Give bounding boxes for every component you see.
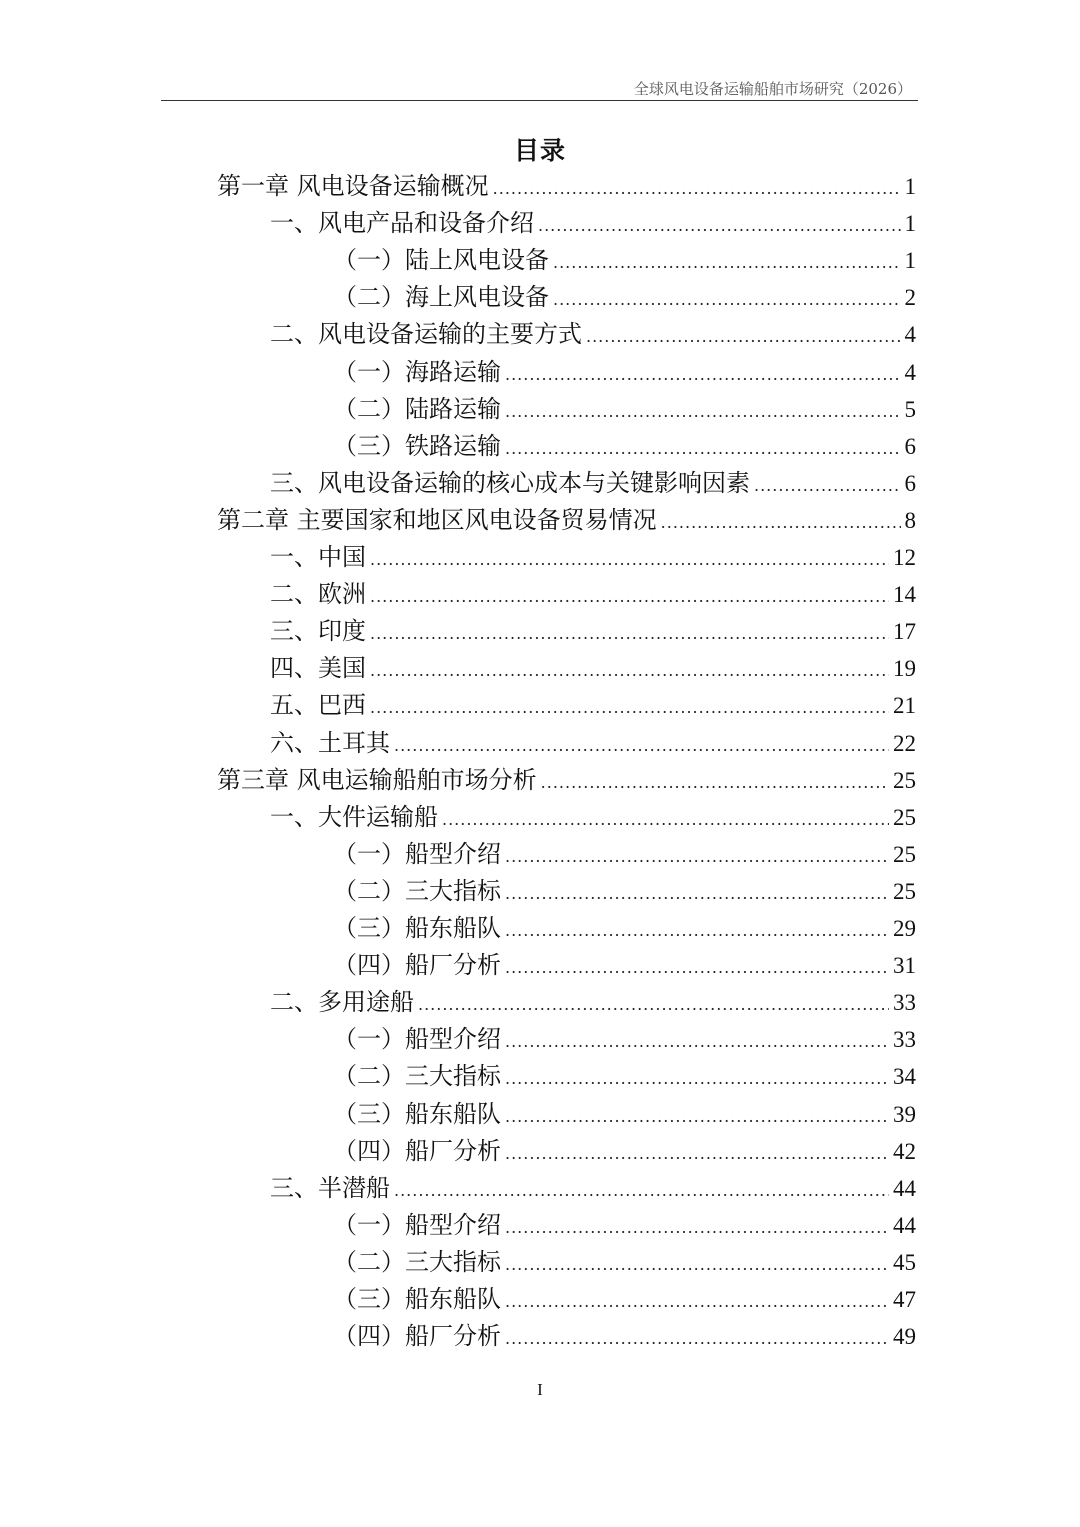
toc-entry-page: 44 xyxy=(893,1175,916,1201)
toc-leader-dots xyxy=(754,467,901,504)
toc-entry-label: 五、巴西 xyxy=(270,691,366,720)
running-header xyxy=(161,66,918,101)
toc-leader-dots xyxy=(370,689,889,726)
toc-entry[interactable] xyxy=(333,428,916,465)
toc-entry[interactable] xyxy=(333,1096,916,1133)
toc-entry-page: 33 xyxy=(893,990,916,1016)
toc-entry-page: 29 xyxy=(893,916,916,941)
toc-entry-page: 1 xyxy=(904,211,916,237)
toc-entry[interactable] xyxy=(333,1207,916,1244)
toc-entry-label: 三、风电设备运输的核心成本与关键影响因素 xyxy=(270,468,750,497)
toc-entry-page: 25 xyxy=(893,804,916,830)
toc-leader-dots xyxy=(538,207,901,244)
toc-entry[interactable] xyxy=(270,725,916,762)
toc-entry-label: 二、多用途船 xyxy=(270,988,414,1017)
toc-leader-dots xyxy=(505,912,889,949)
toc-entry[interactable] xyxy=(333,1281,916,1318)
toc-leader-dots xyxy=(394,1172,889,1209)
toc-entry-page: 1 xyxy=(904,248,916,274)
toc-entry-label: 第三章 风电运输船舶市场分析 xyxy=(217,765,537,794)
toc-entry-label: （二）陆路运输 xyxy=(333,394,501,423)
toc-entry-page: 14 xyxy=(893,582,916,608)
toc-entry[interactable] xyxy=(333,947,916,984)
toc-entry-page: 19 xyxy=(893,656,916,682)
toc-entry[interactable] xyxy=(333,836,916,873)
toc-entry-page: 25 xyxy=(893,841,916,867)
toc-leader-dots xyxy=(505,875,889,912)
toc-entry-label: 四、美国 xyxy=(270,654,366,683)
toc-entry-page: 5 xyxy=(904,396,916,422)
toc-entry-page: 42 xyxy=(893,1138,916,1164)
page-number: I xyxy=(537,1380,543,1399)
toc-entry-label: （三）铁路运输 xyxy=(333,431,501,460)
toc-entry-label: 一、大件运输船 xyxy=(270,802,438,831)
toc-entry[interactable] xyxy=(333,242,916,279)
toc-entry-label: （四）船厂分析 xyxy=(333,1136,501,1165)
toc-entry-label: 一、风电产品和设备介绍 xyxy=(270,209,534,238)
toc-leader-dots xyxy=(370,615,889,652)
toc-leader-dots xyxy=(394,727,889,764)
toc-leader-dots xyxy=(505,356,901,393)
toc-entry[interactable] xyxy=(333,1318,916,1355)
toc-leader-dots xyxy=(505,1098,889,1135)
toc-leader-dots xyxy=(505,1135,889,1172)
toc-entry-page: 45 xyxy=(893,1249,916,1275)
toc-leader-dots xyxy=(553,281,901,318)
toc-leader-dots xyxy=(505,1320,889,1357)
toc-entry-label: 三、印度 xyxy=(270,617,366,646)
toc-entry-page: 6 xyxy=(904,433,916,459)
toc-leader-dots xyxy=(370,541,889,578)
toc-entry[interactable] xyxy=(270,465,916,502)
toc-entry[interactable] xyxy=(270,316,916,353)
toc-entry-label: （一）船型介绍 xyxy=(333,1210,501,1239)
toc-entry-label: 二、风电设备运输的主要方式 xyxy=(270,320,582,349)
toc-entry-page: 33 xyxy=(893,1027,916,1053)
toc-entry-label: （二）三大指标 xyxy=(333,1062,501,1091)
toc-leader-dots xyxy=(541,764,889,801)
toc-leader-dots xyxy=(493,170,901,207)
toc-leader-dots xyxy=(505,1023,889,1060)
toc-entry[interactable] xyxy=(333,391,916,428)
toc-entry[interactable] xyxy=(270,687,916,724)
toc-entry-label: （四）船厂分析 xyxy=(333,1322,501,1351)
toc-entry-label: （二）海上风电设备 xyxy=(333,283,549,312)
toc-entry-label: （一）船型介绍 xyxy=(333,839,501,868)
toc-entry[interactable] xyxy=(270,650,916,687)
toc-entry-label: 三、半潜船 xyxy=(270,1173,390,1202)
toc-entry-page: 44 xyxy=(893,1212,916,1238)
toc-entry[interactable] xyxy=(270,799,916,836)
toc-leader-dots xyxy=(661,504,901,541)
toc-entry-label: （三）船东船队 xyxy=(333,914,501,942)
toc-leader-dots xyxy=(553,244,901,281)
toc-entry[interactable] xyxy=(333,873,916,910)
toc-entry-page: 17 xyxy=(893,619,916,645)
toc-leader-dots xyxy=(370,652,889,689)
toc-entry-label: （一）陆上风电设备 xyxy=(333,246,549,275)
toc-entry-page: 34 xyxy=(893,1064,916,1090)
toc-entry-page: 2 xyxy=(904,285,916,311)
toc-leader-dots xyxy=(505,838,889,875)
toc-entry-label: （三）船东船队 xyxy=(333,1099,501,1128)
toc-entry-page: 22 xyxy=(893,730,916,756)
toc-entry-label: 一、中国 xyxy=(270,543,366,571)
toc-entry[interactable] xyxy=(217,762,916,799)
toc-entry[interactable] xyxy=(333,1021,916,1058)
toc-entry[interactable] xyxy=(333,354,916,391)
toc-entry-label: （三）船东船队 xyxy=(333,1285,501,1313)
toc-leader-dots xyxy=(505,949,889,986)
toc-entry-page: 31 xyxy=(893,953,916,979)
toc-entry-page: 21 xyxy=(893,693,916,719)
toc-entry-label: 第二章 主要国家和地区风电设备贸易情况 xyxy=(217,505,657,534)
toc-entry-label: （二）三大指标 xyxy=(333,876,501,905)
toc-entry[interactable] xyxy=(270,613,916,650)
toc-leader-dots xyxy=(370,578,889,615)
toc-entry-page: 6 xyxy=(904,470,916,496)
toc-entry[interactable] xyxy=(333,1244,916,1281)
toc-entry-page: 4 xyxy=(904,359,916,385)
toc-entry-page: 39 xyxy=(893,1101,916,1127)
toc-entry[interactable] xyxy=(270,576,916,613)
toc-entry[interactable] xyxy=(217,168,916,205)
running-title: 全球风电设备运输船舶市场研究（2026） xyxy=(633,80,912,98)
toc-leader-dots xyxy=(505,430,901,467)
toc-leader-dots xyxy=(586,318,901,355)
toc-entry-page: 4 xyxy=(904,322,916,348)
toc-entry-page: 47 xyxy=(893,1287,916,1312)
toc-entry-label: 六、土耳其 xyxy=(270,728,390,757)
toc-entry[interactable] xyxy=(333,1133,916,1170)
toc-entry-label: （一）海路运输 xyxy=(333,357,501,386)
toc-leader-dots xyxy=(505,1060,889,1097)
toc-leader-dots xyxy=(505,393,901,430)
toc-entry[interactable] xyxy=(270,539,916,576)
toc-title: 目录 xyxy=(513,136,566,165)
toc-entry-label: （一）船型介绍 xyxy=(333,1025,501,1054)
toc-entry-page: 1 xyxy=(904,174,916,199)
toc-entry-page: 25 xyxy=(893,878,916,904)
toc-leader-dots xyxy=(418,986,889,1023)
toc-leader-dots xyxy=(442,801,889,838)
toc-entry-page: 49 xyxy=(893,1324,916,1350)
toc-entry-label: （二）三大指标 xyxy=(333,1247,501,1276)
toc-entry[interactable] xyxy=(333,1058,916,1095)
toc-entry[interactable] xyxy=(270,984,916,1021)
toc-entry[interactable] xyxy=(333,279,916,316)
toc-leader-dots xyxy=(505,1283,889,1320)
toc-leader-dots xyxy=(505,1246,889,1283)
toc-entry-page: 25 xyxy=(893,767,916,793)
toc-entry-page: 8 xyxy=(904,507,916,533)
toc-entry[interactable] xyxy=(333,910,916,947)
toc-entry[interactable] xyxy=(270,205,916,242)
toc-entry-page: 12 xyxy=(893,545,916,570)
toc-entry-label: 第一章 风电设备运输概况 xyxy=(217,172,489,200)
toc-entry-label: 二、欧洲 xyxy=(270,580,366,609)
toc-entry[interactable] xyxy=(270,1170,916,1207)
toc-entry[interactable] xyxy=(217,502,916,539)
toc-leader-dots xyxy=(505,1209,889,1246)
toc-entry-label: （四）船厂分析 xyxy=(333,951,501,980)
